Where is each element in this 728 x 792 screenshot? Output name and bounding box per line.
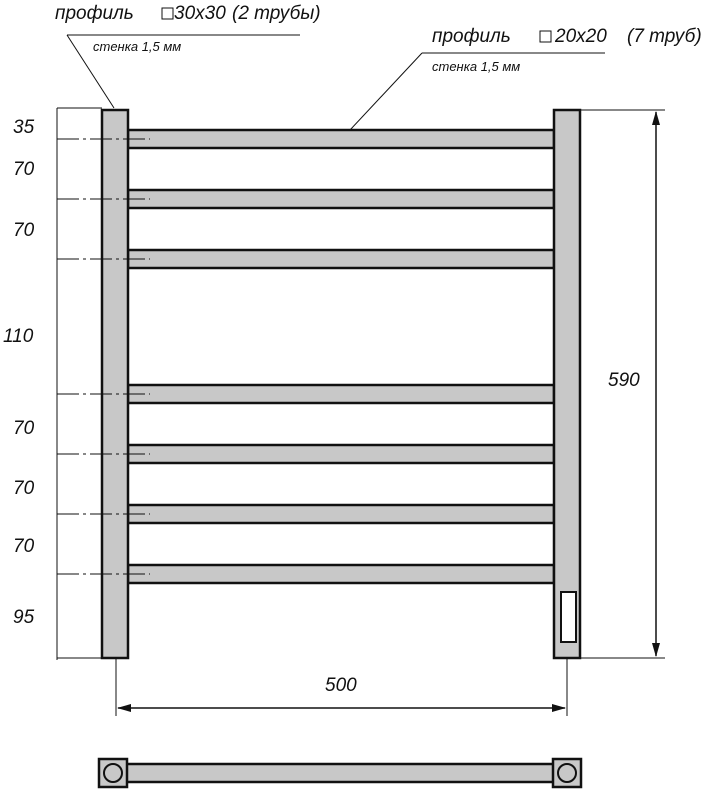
spacing-label: 70: [13, 220, 35, 241]
side-profile-size: 30x30: [174, 3, 226, 24]
side-profile-count: (2 трубы): [232, 3, 321, 24]
top-view: [99, 759, 581, 787]
width-value: 500: [325, 675, 357, 696]
side-profile-callout: [55, 3, 321, 108]
spacing-labels: [3, 117, 35, 628]
spacing-label: 95: [13, 607, 35, 628]
spacing-label: 110: [3, 326, 34, 347]
spacing-label: 70: [13, 418, 35, 439]
horizontal-bar: [128, 385, 554, 403]
spacing-label: 70: [13, 478, 35, 499]
spacing-label: 70: [13, 536, 35, 557]
left-post: [102, 110, 128, 658]
bar-wall-label: стенка 1,5 мм: [432, 59, 521, 74]
horizontal-bars: [128, 130, 554, 583]
spacing-label: 70: [13, 159, 35, 180]
pipe-end-circle-icon: [104, 764, 122, 782]
bar-profile-size: 20x20: [555, 26, 607, 47]
horizontal-bar: [128, 505, 554, 523]
square-profile-icon: [162, 8, 173, 19]
bar-profile-leader: [350, 53, 422, 130]
bar-profile-count: (7 труб): [627, 26, 702, 47]
pipe-end-circle-icon: [558, 764, 576, 782]
height-value: 590: [608, 370, 640, 391]
height-dimension: [580, 110, 665, 658]
horizontal-bar: [128, 250, 554, 268]
spacing-label: 35: [13, 117, 35, 138]
side-profile-label: профиль: [55, 3, 134, 24]
horizontal-bar: [128, 190, 554, 208]
horizontal-bar: [128, 130, 554, 148]
horizontal-bar: [128, 565, 554, 583]
square-profile-icon: [540, 31, 551, 42]
width-dimension: [116, 658, 567, 716]
bar-profile-callout: [350, 26, 702, 130]
horizontal-bar: [128, 445, 554, 463]
right-post: [554, 110, 580, 658]
top-view-bar: [126, 764, 554, 782]
bar-profile-label: профиль: [432, 26, 511, 47]
side-wall-label: стенка 1,5 мм: [93, 39, 182, 54]
connector-box-icon: [561, 592, 576, 642]
